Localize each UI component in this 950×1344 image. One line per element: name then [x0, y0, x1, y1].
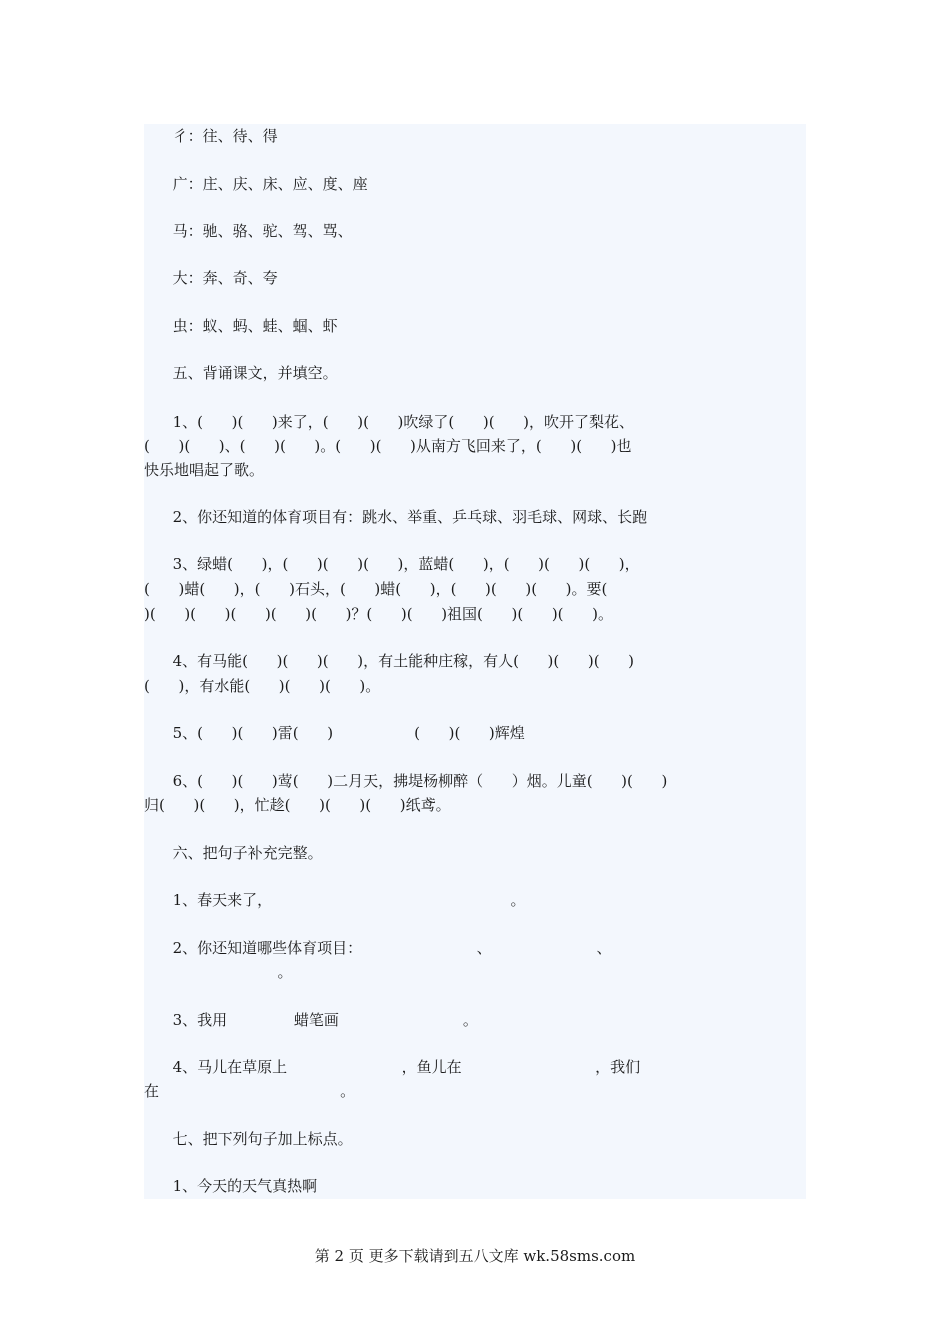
section-seven-heading: 七、把下列句子加上标点。 [144, 1130, 353, 1148]
question-5-3-line-3: )( )( )( )( )( )？( )( )祖国( )( )( )。 [144, 605, 613, 623]
radical-chi-line: 彳：往、待、得 [144, 127, 278, 145]
question-5-1-line-1: 1、( )( )来了，( )( )吹绿了( )( )，吹开了梨花、 [144, 413, 635, 431]
section-five-heading: 五、背诵课文，并填空。 [144, 364, 338, 382]
question-6-4-line-1: 4、马儿在草原上 ，鱼儿在 ，我们 [144, 1058, 641, 1076]
question-5-2-line: 2、你还知道的体育项目有：跳水、举重、乒乓球、羽毛球、网球、长跑 [144, 508, 648, 526]
question-7-1-line: 1、今天的天气真热啊 [144, 1177, 318, 1195]
radical-guang-line: 广：庄、庆、床、应、度、座 [144, 175, 368, 193]
question-6-2-line-2: 。 [144, 963, 293, 981]
radical-ma-line: 马：驰、骆、驼、驾、骂、 [144, 222, 353, 240]
radical-chong-line: 虫：蚁、蚂、蛙、蝈、虾 [144, 317, 338, 335]
radical-da-line: 大：奔、奇、夸 [144, 269, 278, 287]
question-5-6-line-2: 归( )( )，忙趁( )( )( )纸鸢。 [144, 796, 451, 814]
question-5-1-line-2: ( )( )、( )( )。( )( )从南方飞回来了，( )( )也 [144, 437, 632, 455]
question-6-2-line-1: 2、你还知道哪些体育项目： 、 、 [144, 939, 612, 957]
question-5-3-line-1: 3、绿蜡( )，( )( )( )，蓝蜡( )，( )( )( )， [144, 555, 640, 573]
question-5-4-line-1: 4、有马能( )( )( )，有土能种庄稼，有人( )( )( ) [144, 652, 635, 670]
question-5-3-line-2: ( )蜡( )，( )石头，( )蜡( )，( )( )( )。要( [144, 580, 608, 598]
question-5-1-line-3: 快乐地唱起了歌。 [144, 461, 265, 479]
question-6-1-line: 1、春天来了， 。 [144, 891, 526, 909]
question-6-3-line: 3、我用 蜡笔画 。 [144, 1011, 478, 1029]
question-5-4-line-2: ( )，有水能( )( )( )。 [144, 677, 381, 695]
question-5-6-line-1: 6、( )( )莺( )二月天，拂堤杨柳醉（ ）烟。儿童( )( ) [144, 772, 668, 790]
question-6-4-line-2: 在 。 [144, 1082, 356, 1100]
section-six-heading: 六、把句子补充完整。 [144, 844, 323, 862]
question-5-5-line: 5、( )( )雷( ) ( )( )辉煌 [144, 724, 525, 742]
page-footer: 第 2 页 更多下载请到五八文库 wk.58sms.com [314, 1247, 636, 1265]
